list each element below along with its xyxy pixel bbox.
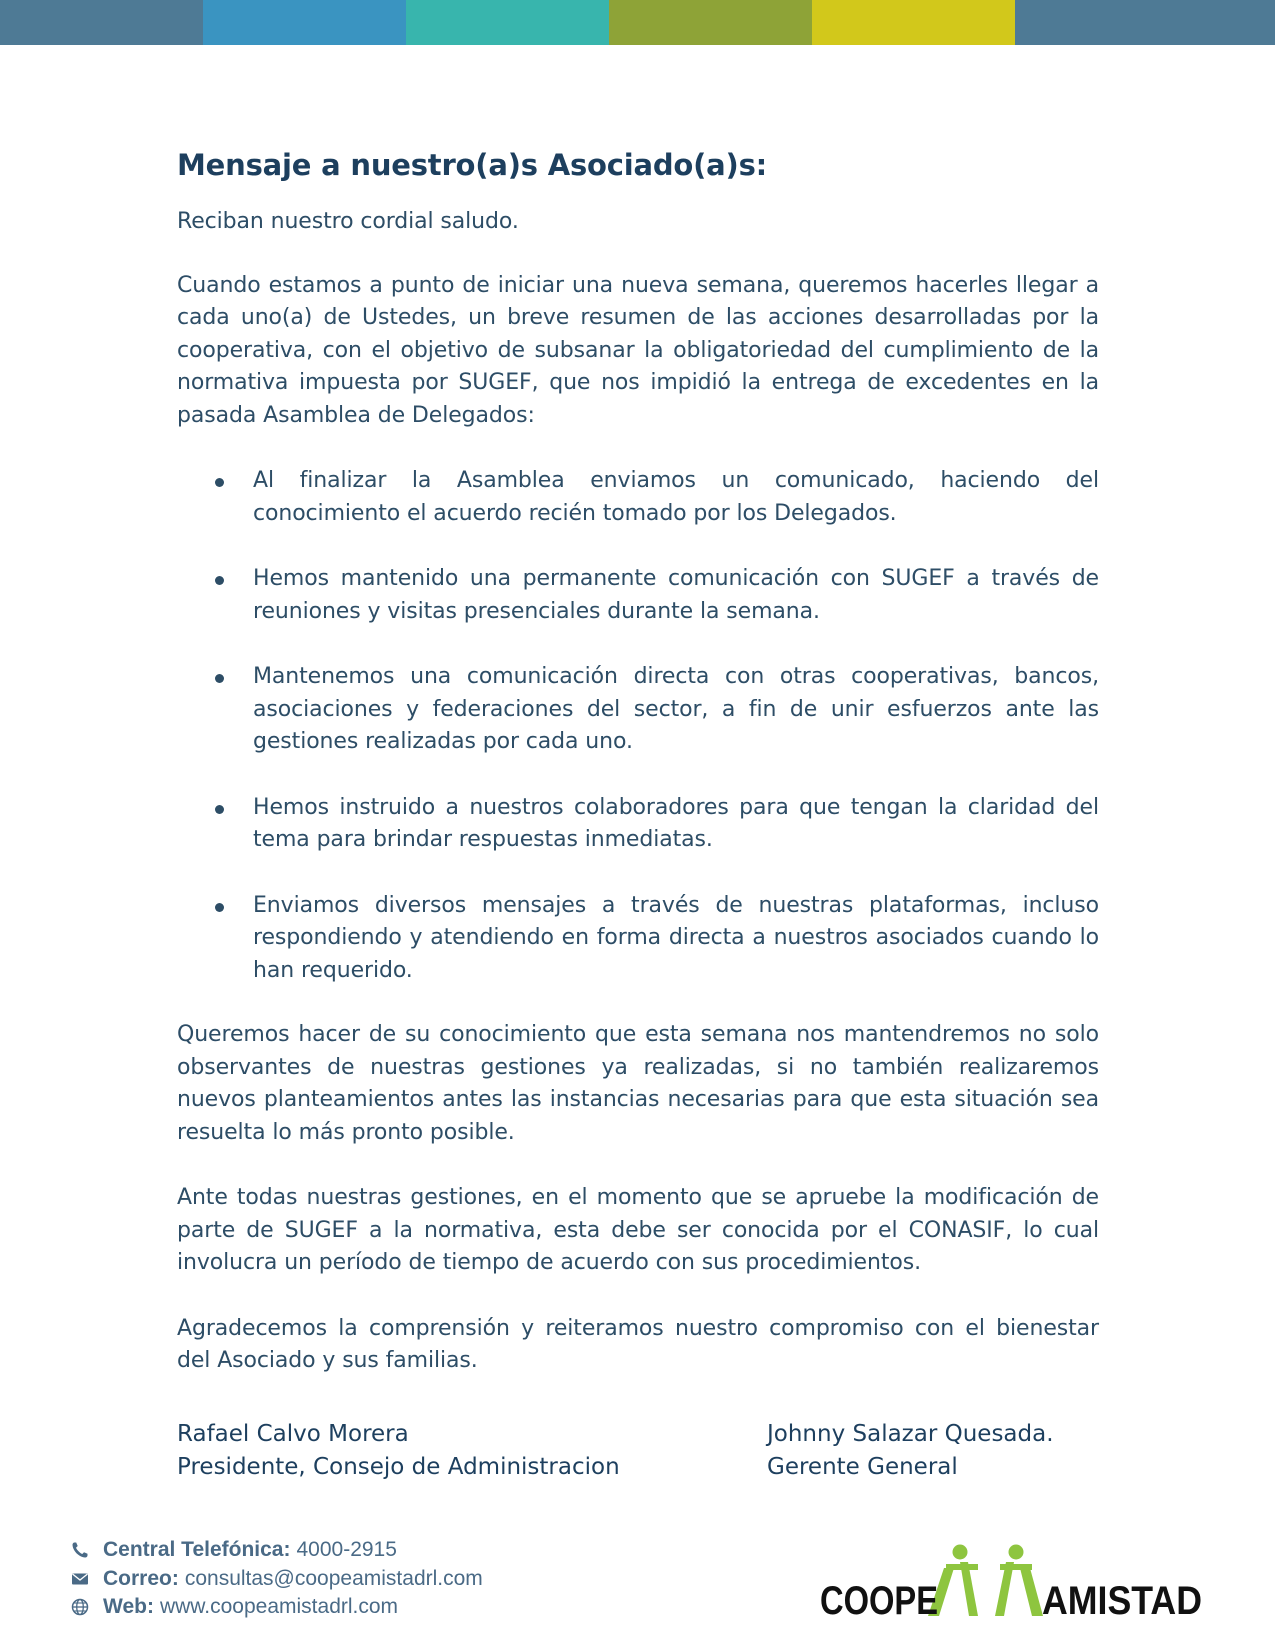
color-bar-segment bbox=[1015, 0, 1275, 45]
color-bar-segment bbox=[406, 0, 609, 45]
list-item-text: Enviamos diversos mensajes a través de nuestras plataformas, incluso respondiendo y atendiendo en forma directa a nuestros asociados cuando lo han requerido. bbox=[253, 892, 1099, 983]
contact-label: Central Telefónica: bbox=[103, 1538, 291, 1561]
process-paragraph: Ante todas nuestras gestiones, en el momento que se apruebe la modificación de parte de SUGEF a la normativa, esta debe ser conocida por el CONASIF, lo cual involucra un período de tiempo de acuerdo con sus procedimientos. bbox=[177, 1185, 1099, 1275]
list-item-text: Al finalizar la Asamblea enviamos un comunicado, haciendo del conocimiento el acuerdo recién tomado por los Delegados. bbox=[253, 468, 1099, 526]
website-url: www.coopeamistadrl.com bbox=[159, 1595, 399, 1618]
list-item-text: Mantenemos una comunicación directa con otras cooperativas, bancos, asociaciones y federaciones del sector, a fin de unir esfuerzos ante las gestiones realizadas por cada uno. bbox=[253, 664, 1099, 754]
phone-number: 4000-2915 bbox=[296, 1538, 397, 1561]
list-item-text: Hemos instruido a nuestros colaboradores para que tengan la claridad del tema para brindar respuestas inmediatas. bbox=[253, 794, 1099, 852]
phone-icon bbox=[70, 1540, 90, 1560]
contact-email bbox=[70, 1565, 483, 1594]
email-address: consultas@coopeamistadrl.com bbox=[184, 1566, 483, 1590]
letter-body bbox=[177, 145, 1099, 1411]
signer-name: Rafael Calvo Morera bbox=[177, 1421, 409, 1447]
greeting-paragraph: Reciban nuestro cordial saludo. bbox=[177, 209, 519, 234]
top-color-bar bbox=[0, 0, 1275, 45]
signer-title: Presidente, Consejo de Administracion bbox=[177, 1454, 620, 1480]
mail-icon bbox=[70, 1569, 90, 1589]
color-bar-segment bbox=[0, 0, 203, 45]
actions-list bbox=[177, 465, 1099, 987]
list-item-text: Hemos mantenido una permanente comunicación con SUGEF a través de reuniones y visitas presenciales durante la semana. bbox=[253, 566, 1099, 624]
people-figures-icon bbox=[928, 1545, 1043, 1617]
color-bar-segment bbox=[812, 0, 1015, 45]
signer-name: Johnny Salazar Quesada. bbox=[767, 1421, 1054, 1447]
signer-title: Gerente General bbox=[767, 1454, 958, 1480]
list-item bbox=[177, 890, 1099, 988]
contact-label: Correo: bbox=[103, 1566, 179, 1590]
bullet-icon bbox=[215, 674, 224, 683]
list-item bbox=[177, 661, 1099, 759]
list-item bbox=[177, 563, 1099, 628]
bullet-icon bbox=[215, 805, 224, 814]
globe-icon bbox=[70, 1597, 90, 1617]
list-item bbox=[177, 465, 1099, 530]
logo-right-word: AMISTAD bbox=[1042, 1579, 1202, 1620]
logo-left-word: COOPE bbox=[820, 1579, 938, 1620]
signature-block bbox=[177, 1418, 1099, 1488]
coopeamistad-logo bbox=[820, 1540, 1205, 1620]
knowledge-paragraph: Queremos hacer de su conocimiento que esta semana nos mantendremos no solo observantes de nuestras gestiones ya realizadas, si no también realizaremos nuevos planteamientos antes las instancias necesarias para que esta situación sea resuelta lo más pronto posible. bbox=[177, 1022, 1099, 1145]
color-bar-segment bbox=[609, 0, 812, 45]
contact-label: Web: bbox=[103, 1595, 154, 1618]
bullet-icon bbox=[215, 576, 224, 585]
contact-web bbox=[70, 1593, 483, 1622]
color-bar-segment bbox=[203, 0, 406, 45]
letter-heading: Mensaje a nuestro(a)s Asociado(a)s: bbox=[177, 148, 768, 182]
signature-manager bbox=[767, 1418, 1054, 1484]
bullet-icon bbox=[215, 478, 224, 487]
list-item bbox=[177, 792, 1099, 857]
bullet-icon bbox=[215, 903, 224, 912]
intro-paragraph: Cuando estamos a punto de iniciar una nueva semana, queremos hacerles llegar a cada uno(a) de Ustedes, un breve resumen de las acciones desarrolladas por la cooperativa, con el objetivo de subsanar la obligatoriedad del cumplimiento de la normativa impuesta por SUGEF, que nos impidió la entrega de excedentes en la pasada Asamblea de Delegados: bbox=[177, 272, 1099, 428]
thanks-paragraph: Agradecemos la comprensión y reiteramos nuestro compromiso con el bienestar del Asociado y sus familias. bbox=[177, 1315, 1099, 1373]
contact-info bbox=[70, 1536, 483, 1622]
signature-president bbox=[177, 1418, 620, 1484]
logo-graphic bbox=[820, 1540, 1205, 1620]
contact-phone bbox=[70, 1536, 483, 1565]
